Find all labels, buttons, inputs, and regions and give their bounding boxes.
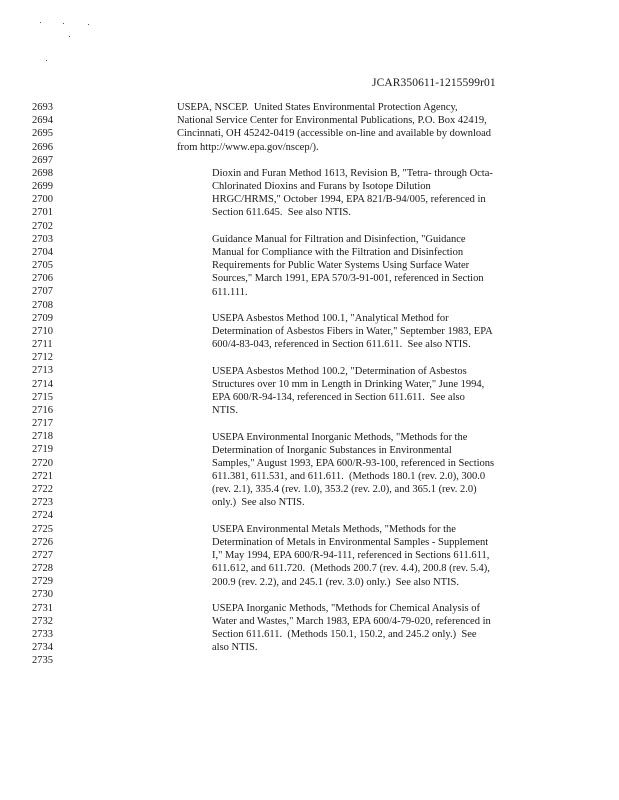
line-number: 2709: [32, 312, 53, 324]
line-number: 2712: [32, 352, 53, 364]
line-number: 2729: [32, 576, 53, 588]
line-number: 2727: [32, 549, 53, 561]
line-number: 2735: [32, 655, 53, 667]
line-number: 2725: [32, 523, 53, 535]
reference-entry: USEPA Environmental Metals Methods, "Methods for the Determination of Metals in Environmental Samples - Supplement I," May 1994, EPA 600/R-94-111, referenced in Sections 611.611, 611.612, and 611.720. (Methods 200.7 (rev. 4.4), 200.8 (rev. 5.4), 200.9 (rev. 2.2), and 245.1 (rev. 3.0) only.) See also NTIS.: [212, 523, 490, 588]
line-number-column: [32, 101, 53, 667]
line-number: 2696: [32, 141, 53, 153]
line-number: 2724: [32, 510, 53, 522]
scan-speck: [40, 22, 41, 23]
line-number: 2719: [32, 444, 53, 456]
line-number: 2693: [32, 102, 53, 113]
line-number: 2723: [32, 497, 53, 509]
line-number: 2698: [32, 167, 53, 179]
line-number: 2733: [32, 628, 53, 640]
line-number: 2705: [32, 260, 53, 272]
line-number: 2715: [32, 391, 53, 403]
line-number: 2700: [32, 194, 53, 206]
reference-entry: USEPA Inorganic Methods, "Methods for Chemical Analysis of Water and Wastes," March 1983, EPA 600/4-79-020, referenced in Section 611.611. (Methods 150.1, 150.2, and 245.2 only.) See also NTIS.: [212, 602, 491, 654]
line-number: 2703: [32, 233, 53, 245]
line-number: 2701: [32, 207, 53, 219]
scan-speck: [63, 23, 64, 24]
line-number: 2708: [32, 299, 53, 311]
line-number: 2716: [32, 404, 53, 416]
line-number: 2702: [32, 220, 53, 232]
reference-entry: Guidance Manual for Filtration and Disinfection, "Guidance Manual for Compliance with the Filtration and Disinfection Requirements for Public Water Systems Using Surface Water Sources," March 1991, EPA 570/3-91-001, referenced in Section 611.111.: [212, 233, 484, 298]
line-number: 2713: [32, 365, 53, 377]
line-number: 2714: [32, 378, 53, 390]
line-number: 2726: [32, 536, 53, 548]
line-number: 2706: [32, 273, 53, 285]
line-number: 2728: [32, 563, 53, 575]
reference-entry: USEPA Asbestos Method 100.1, "Analytical Method for Determination of Asbestos Fibers in Water," September 1983, EPA 600/4-83-043, referenced in Section 611.611. See also NTIS.: [212, 312, 493, 351]
line-number: 2695: [32, 128, 53, 140]
line-number: 2720: [32, 457, 53, 469]
scan-speck: [46, 60, 47, 61]
line-number: 2731: [32, 602, 53, 614]
line-number: 2734: [32, 642, 53, 654]
line-number: 2718: [32, 431, 53, 443]
line-number: 2710: [32, 325, 53, 337]
document-id: JCAR350611-1215599r01: [372, 77, 496, 89]
reference-entry: USEPA Asbestos Method 100.2, "Determination of Asbestos Structures over 10 mm in Length in Drinking Water," June 1994, EPA 600/R-94-134, referenced in Section 611.611. See also NTIS.: [212, 365, 485, 417]
line-number: 2697: [32, 154, 53, 166]
scan-speck: [88, 24, 89, 25]
line-number: 2732: [32, 615, 53, 627]
line-number: 2704: [32, 246, 53, 258]
line-number: 2721: [32, 470, 53, 482]
line-number: 2722: [32, 483, 53, 495]
reference-entry: USEPA Environmental Inorganic Methods, "Methods for the Determination of Inorganic Substances in Environmental Samples," August 1993, EPA 600/R-93-100, referenced in Sections 611.381, 611.531, and 611.611. (Methods 180.1 (rev. 2.0), 300.0 (rev. 2.1), 335.4 (rev. 1.0), 353.2 (rev. 2.0), and 365.1 (rev. 2.0) only.) See also NTIS.: [212, 431, 495, 509]
scan-speck: [69, 36, 70, 37]
reference-entry: USEPA, NSCEP. United States Environmental Protection Agency, National Service Center for Environmental Publications, P.O. Box 42419, Cincinnati, OH 45242-0419 (accessible on-line and available by download from http://www.epa.gov/nscep/).: [177, 102, 492, 153]
line-number: 2730: [32, 589, 53, 601]
line-number: 2699: [32, 181, 53, 193]
line-number: 2707: [32, 286, 53, 298]
line-number: 2717: [32, 418, 53, 430]
line-number: 2711: [32, 339, 53, 351]
line-number: 2694: [32, 115, 53, 127]
reference-entry: Dioxin and Furan Method 1613, Revision B, "Tetra- through Octa- Chlorinated Dioxins and Furans by Isotope Dilution HRGC/HRMS," October 1994, EPA 821/B-94/005, referenced in Section 611.645. See also NTIS.: [212, 167, 493, 219]
